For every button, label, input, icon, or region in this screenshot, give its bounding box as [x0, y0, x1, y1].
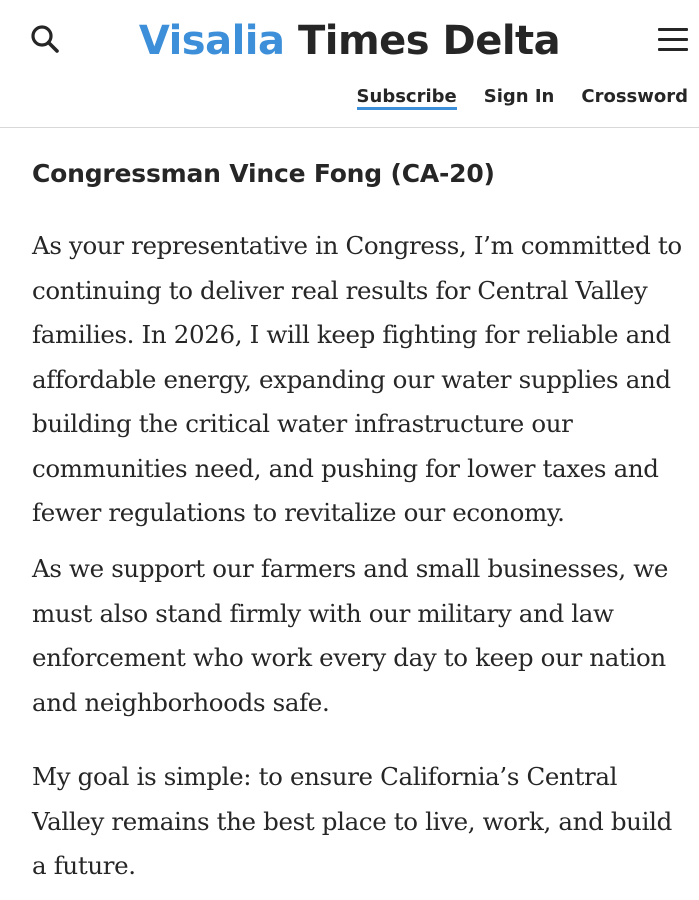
top-nav	[357, 86, 688, 110]
sign-in-link[interactable]: Sign In	[483, 86, 555, 107]
hamburger-menu-icon[interactable]	[654, 24, 692, 56]
article-body	[32, 152, 692, 880]
site-header	[0, 0, 699, 128]
article-subheading: Congressman Vince Fong (CA-20)	[32, 159, 495, 188]
article-paragraph: My goal is simple: to ensure California’s Central Valley remains the best place to live, work, and build a future.	[32, 762, 672, 880]
search-icon	[28, 22, 64, 58]
subscribe-link[interactable]: Subscribe	[357, 86, 457, 110]
article-paragraph: As we support our farmers and small businesses, we must also stand firmly with our military and law enforcement who work every day to keep our nation and neighborhoods safe.	[32, 554, 668, 717]
crossword-link[interactable]: Crossword	[581, 86, 688, 107]
article-paragraph: As your representative in Congress, I’m committed to continuing to deliver real results for Central Valley families. In 2026, I will keep fighting for reliable and affordable energy, expanding our water supplies and building the critical water infrastructure our communities need, and pushing for lower taxes and fewer regulations to revitalize our economy.	[32, 231, 682, 527]
logo-visalia-text: Visalia	[138, 18, 285, 64]
site-logo[interactable]	[0, 14, 699, 68]
search-button[interactable]	[28, 22, 64, 58]
logo-times-delta-text: Times Delta	[297, 18, 561, 64]
